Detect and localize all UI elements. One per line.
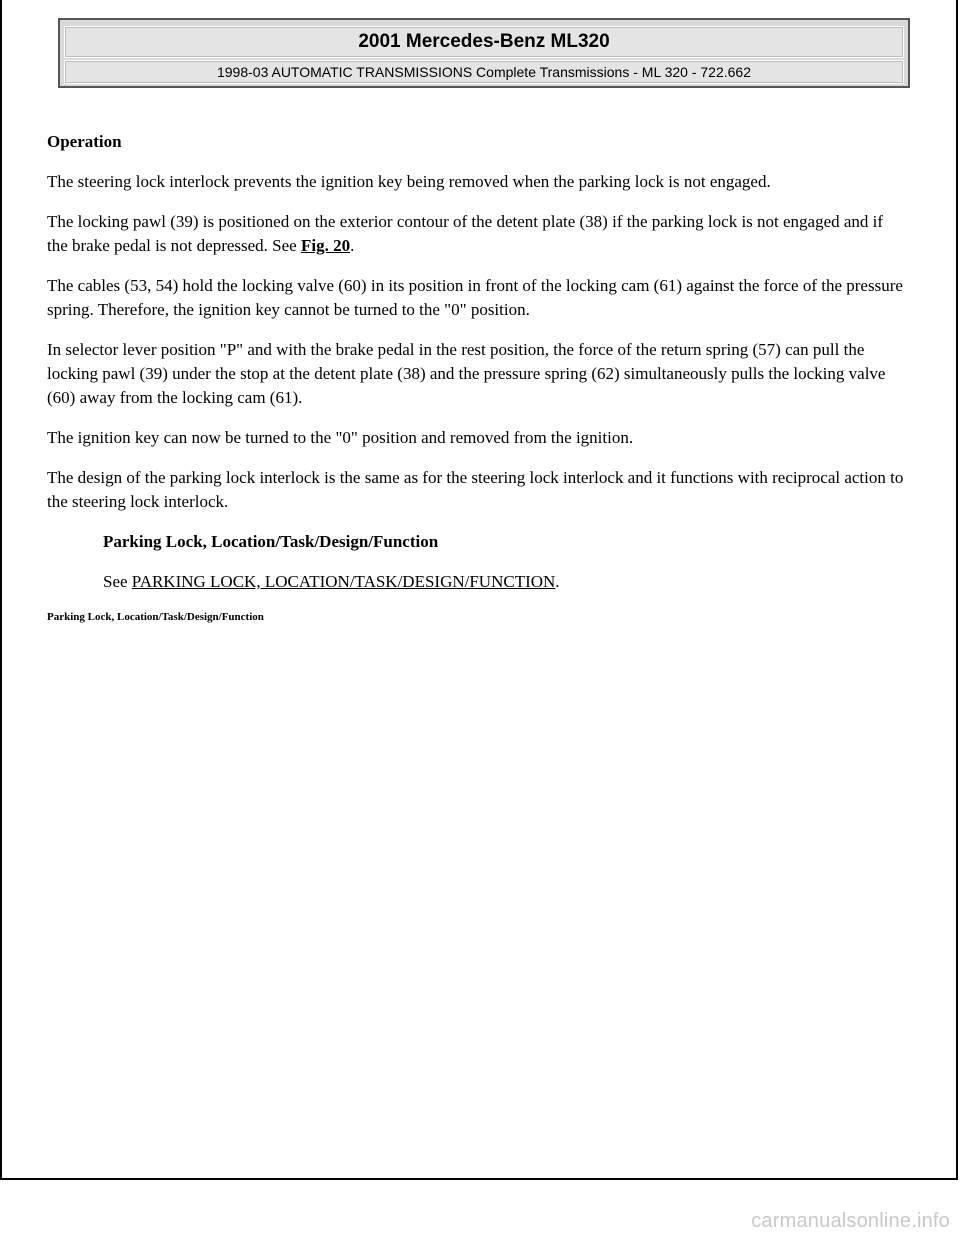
parking-lock-link[interactable]: PARKING LOCK, LOCATION/TASK/DESIGN/FUNCTION <box>131 572 556 591</box>
header-title: 2001 Mercedes-Benz ML320 <box>64 26 904 58</box>
paragraph-locking-pawl <box>47 210 907 258</box>
document-body <box>47 130 907 640</box>
see-reference <box>103 570 907 594</box>
paragraph-end: . <box>350 236 355 255</box>
paragraph-selector-lever: In selector lever position "P" and with the brake pedal in the rest position, the force of the return spring (57) can pull the locking pawl (39) under the stop at the detent plate (38) and the pressure spring (62) simultaneously pulls the locking valve (60) away from the locking cam (61). <box>47 340 886 407</box>
paragraph-design: The design of the parking lock interlock is the same as for the steering lock interlock and it functions with reciprocal action to the steering lock interlock. <box>47 468 904 511</box>
document-header <box>58 18 910 88</box>
footer-section-label: Parking Lock, Location/Task/Design/Function <box>47 611 264 623</box>
paragraph-steering-lock: The steering lock interlock prevents the ignition key being removed when the parking lock is not engaged. <box>47 172 771 191</box>
watermark: carmanualsonline.info <box>751 1210 950 1232</box>
paragraph-cables: The cables (53, 54) hold the locking valve (60) in its position in front of the locking cam (61) against the force of the pressure spring. Therefore, the ignition key cannot be turned to the "0" position. <box>47 276 903 319</box>
header-subtitle: 1998-03 AUTOMATIC TRANSMISSIONS Complete Transmissions - ML 320 - 722.662 <box>64 60 904 84</box>
paragraph-ignition-key: The ignition key can now be turned to the "0" position and removed from the ignition. <box>47 428 634 447</box>
section-heading: Operation <box>47 132 122 151</box>
paragraph-text: The locking pawl (39) is positioned on the exterior contour of the detent plate (38) if the parking lock is not engaged and if the brake pedal is not depressed. See <box>47 212 884 255</box>
see-end: . <box>555 572 560 591</box>
subheading-parking-lock: Parking Lock, Location/Task/Design/Function <box>103 532 439 551</box>
see-prefix: See <box>103 572 132 591</box>
fig-20-link[interactable]: Fig. 20 <box>300 236 351 255</box>
